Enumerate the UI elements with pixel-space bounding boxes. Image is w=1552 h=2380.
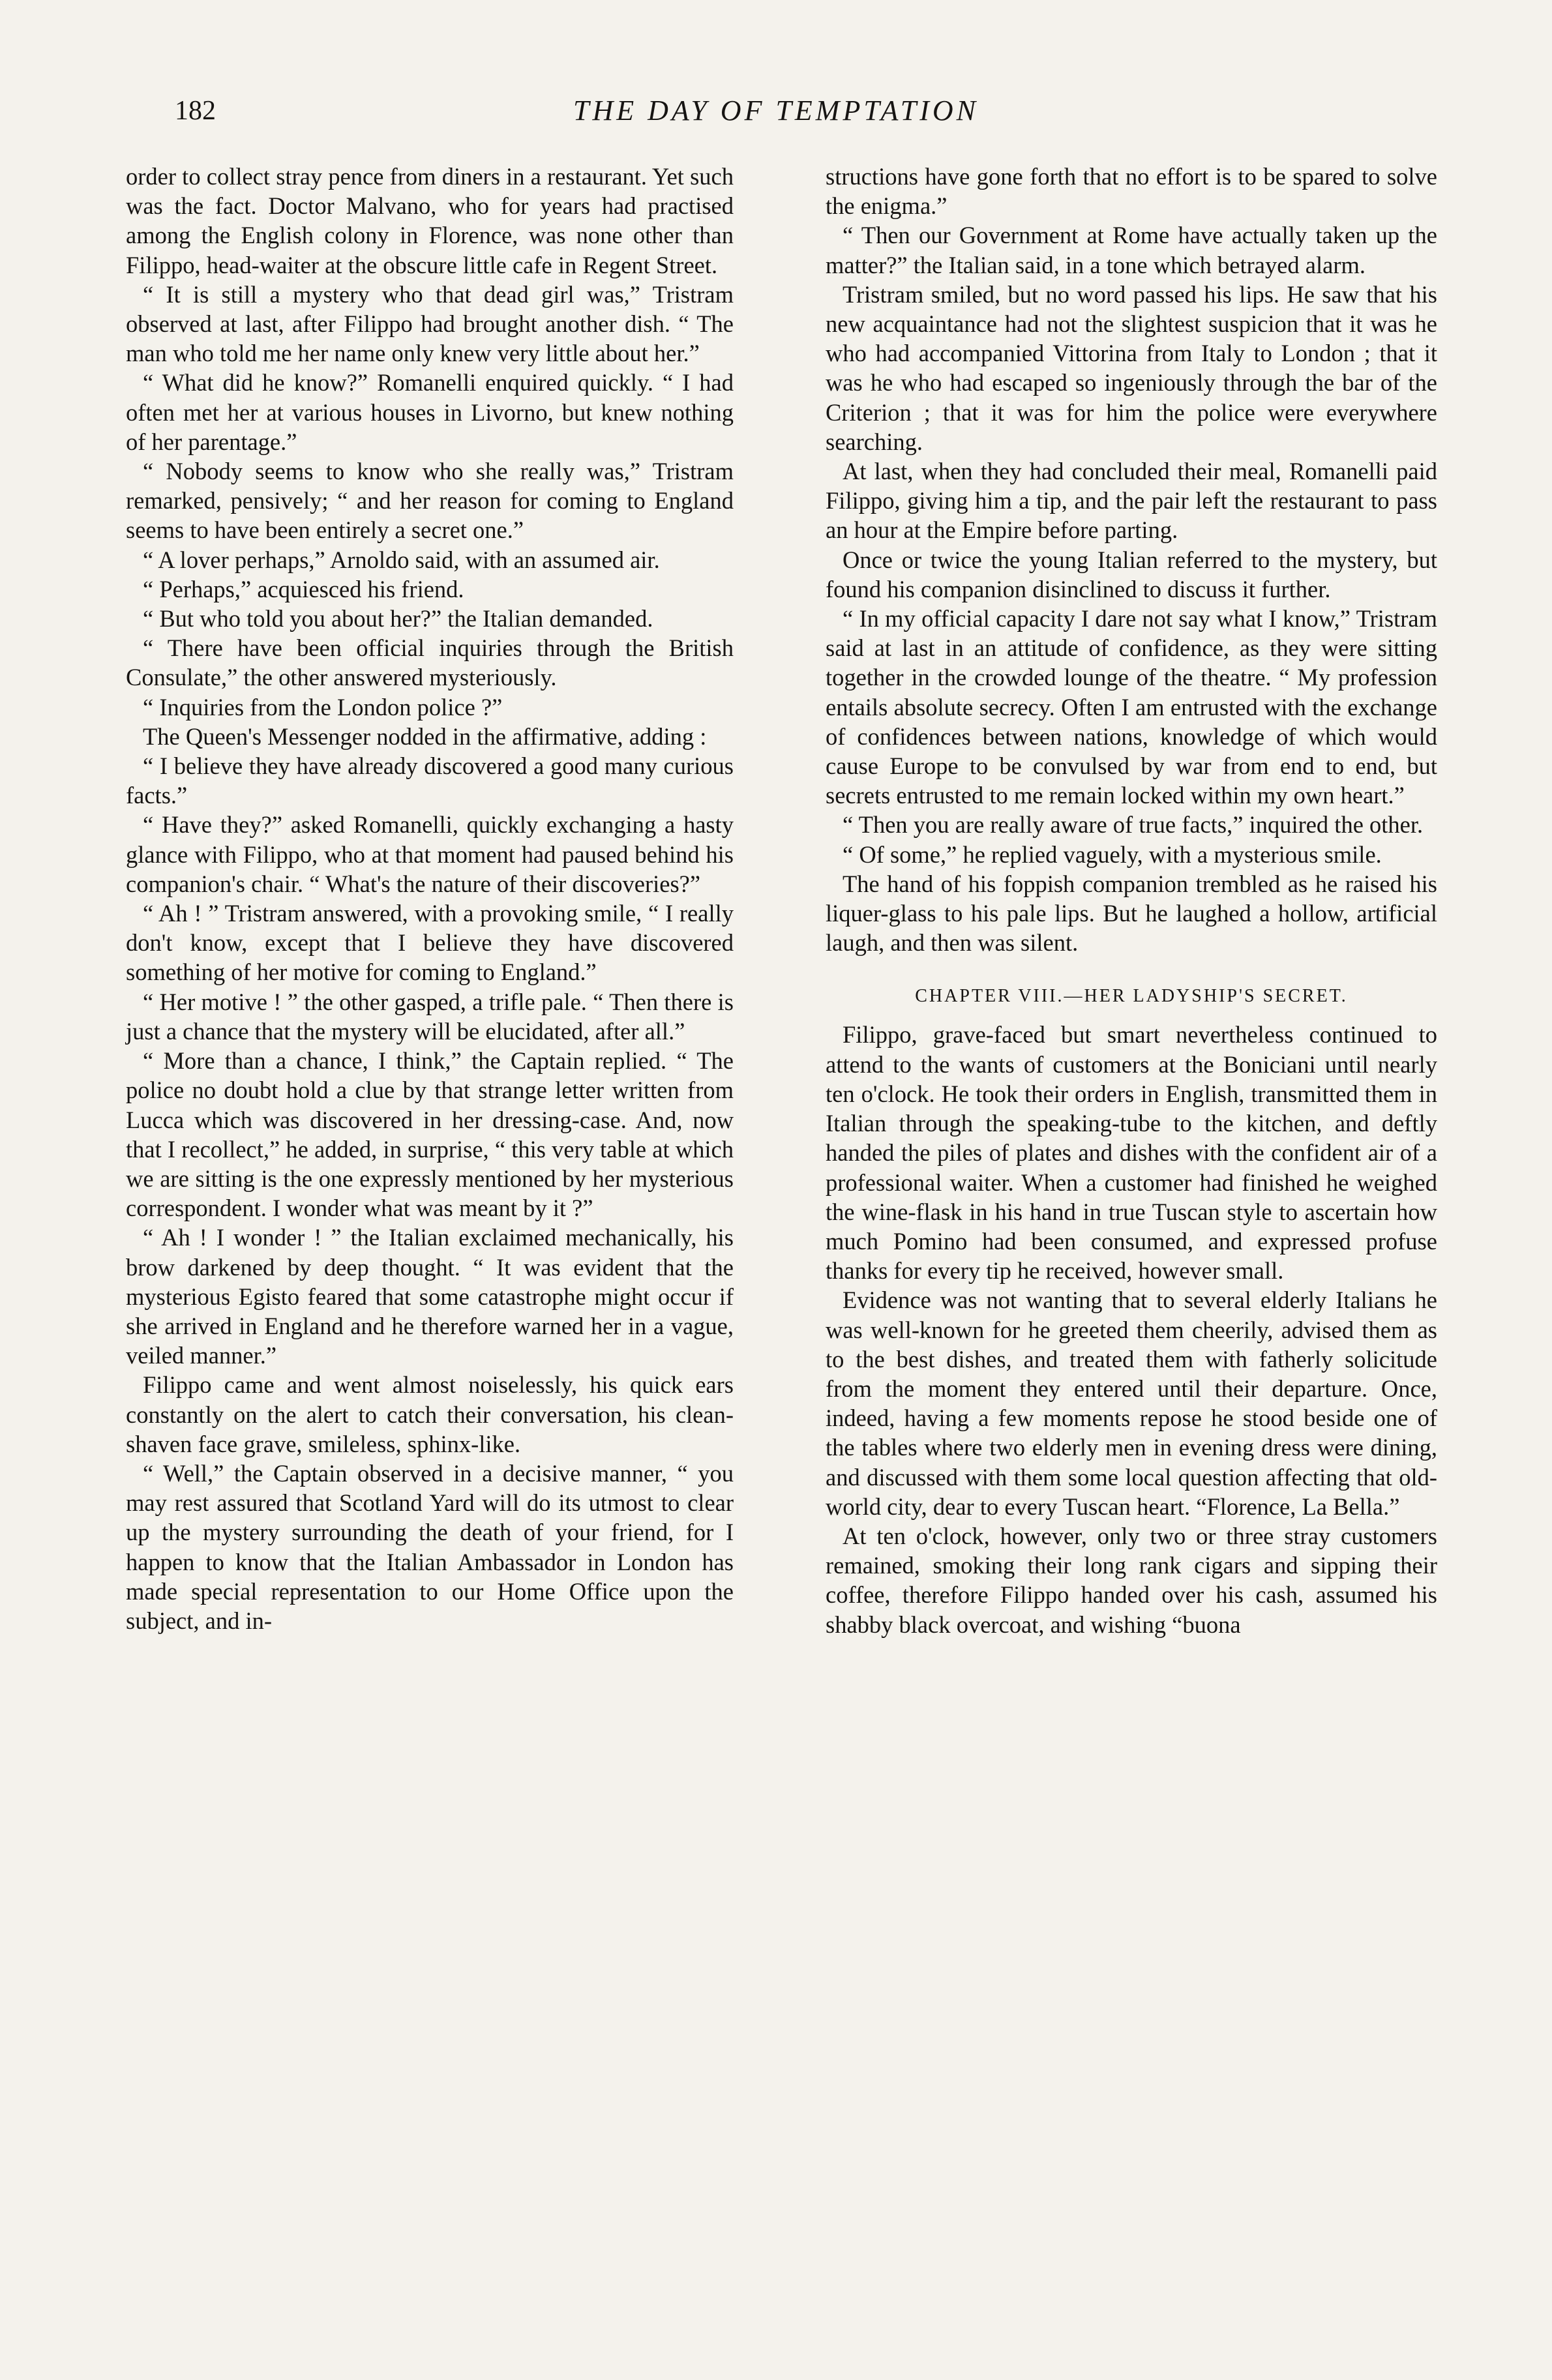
paragraph: “ It is still a mystery who that dead girl was,” Tristram observed at last, after Filippo had brought another dish. “ The man who told me her name only knew very little about her.” — [126, 280, 734, 367]
paragraph: “ Her motive ! ” the other gasped, a trifle pale. “ Then there is just a chance that the mystery will be elucidated, after all.” — [126, 988, 734, 1045]
paragraph: Tristram smiled, but no word passed his lips. He saw that his new acquaintance had not the slightest suspicion that it was he who had accompanied Vittorina from Italy to London ; that it was he who had escaped so ingeniously through the bar of the Criterion ; that it was for him the police were everywhere searching. — [826, 280, 1437, 455]
paragraph: “ Nobody seems to know who she really was,” Tristram remarked, pensively; “ and her reason for coming to England seems to have been entirely a secret one.” — [126, 458, 734, 544]
paragraph: “ Perhaps,” acquiesced his friend. — [143, 575, 464, 602]
right-column — [826, 162, 1437, 1639]
running-title: THE DAY OF TEMPTATION — [573, 95, 979, 126]
paragraph: “ Well,” the Captain observed in a decisive manner, “ you may rest assured that Scotland Yard will do its utmost to clear up the mystery surrounding the death of your friend, for I happen to know that the Italian Ambassador in London has made special representation to our Home Office upon the subject, and in- — [126, 1459, 734, 1634]
paragraph: The Queen's Messenger nodded in the affirmative, adding : — [143, 722, 707, 750]
paragraph: “ But who told you about her?” the Italian demanded. — [143, 605, 653, 632]
paragraph: “ Ah ! I wonder ! ” the Italian exclaimed mechanically, his brow darkened by deep thought. “ It was evident that the mysterious Egisto feared that some catastrophe might occur if she arrived in England and he therefore warned her in a vague, veiled manner.” — [126, 1224, 734, 1369]
paragraph: Filippo, grave-faced but smart nevertheless continued to attend to the wants of customers at the Boniciani until nearly ten o'clock. He took their orders in English, transmitted them in Italian through the speaking-tube to the kitchen, and deftly handed the piles of plates and dishes with the confident air of a professional waiter. When a customer had finished he weighed the wine-flask in his hand in true Tuscan style to ascertain how much Pomino had been consumed, and expressed profuse thanks for every tip he received, however small. — [826, 1021, 1437, 1285]
paragraph: “ Then our Government at Rome have actually taken up the matter?” the Italian said, in a tone which betrayed alarm. — [826, 222, 1437, 278]
paragraph: “ Of some,” he replied vaguely, with a mysterious smile. — [843, 840, 1382, 868]
paragraph: “ What did he know?” Romanelli enquired quickly. “ I had often met her at various houses in Livorno, but knew nothing of her parentage.” — [126, 369, 734, 455]
page-number: 182 — [175, 96, 216, 126]
paragraph: The hand of his foppish companion trembled as he raised his liquer-glass to his pale lips. But he laughed a hollow, artificial laugh, and then was silent. — [826, 870, 1437, 957]
paragraph: order to collect stray pence from diners in a restaurant. Yet such was the fact. Doctor Malvano, who for years had practised among the English colony in Florence, was none other than Filippo, head-waiter at the obscure little cafe in Regent Street. — [126, 163, 734, 278]
paragraph: structions have gone forth that no effort is to be spared to solve the enigma.” — [826, 163, 1437, 220]
paragraph: Once or twice the young Italian referred to the mystery, but found his companion disinclined to discuss it further. — [826, 546, 1437, 602]
paragraph: “ Ah ! ” Tristram answered, with a provoking smile, “ I really don't know, except that I believe they have discovered something of her motive for coming to England.” — [126, 900, 734, 986]
paragraph: Evidence was not wanting that to several elderly Italians he was well-known for he greeted them cheerily, advised them as to the best dishes, and treated them with fatherly solicitude from the moment they entered until their departure. Once, indeed, having a few moments repose he stood beside one of the tables where two elderly men in evening dress were dining, and discussed with them some local question affecting that old-world city, dear to every Tuscan heart. “Florence, La Bella.” — [826, 1287, 1437, 1520]
left-column — [126, 162, 734, 1635]
paragraph: At ten o'clock, however, only two or three stray customers remained, smoking their long rank cigars and sipping their coffee, therefore Filippo handed over his cash, assumed his shabby black overcoat, and wishing “buona — [826, 1522, 1437, 1638]
paragraph: “ There have been official inquiries through the British Consulate,” the other answered mysteriously. — [126, 634, 734, 691]
paragraph: “ Then you are really aware of true facts,” inquired the other. — [843, 811, 1424, 839]
paragraph: “ Have they?” asked Romanelli, quickly exchanging a hasty glance with Filippo, who at that moment had paused behind his companion's chair. “ What's the nature of their discoveries?” — [126, 811, 734, 897]
paragraph: Filippo came and went almost noiselessly, his quick ears constantly on the alert to catch their conversation, his clean-shaven face grave, smileless, sphinx-like. — [126, 1371, 734, 1457]
paragraph: “ I believe they have already discovered a good many curious facts.” — [126, 752, 734, 809]
paragraph: “ In my official capacity I dare not say what I know,” Tristram said at last in an attitude of confidence, as they were sitting together in the crowded lounge of the theatre. “ My profession entails absolute secrecy. Often I am entrusted with the exchange of confidences between nations, knowledge of which would cause Europe to be convulsed by war from end to end, but secrets entrusted to me remain locked within my own heart.” — [826, 605, 1437, 809]
paragraph: “ Inquiries from the London police ?” — [143, 693, 503, 721]
paragraph: “ A lover perhaps,” Arnoldo said, with an assumed air. — [143, 546, 660, 573]
paragraph: “ More than a chance, I think,” the Captain replied. “ The police no doubt hold a clue by that strange letter written from Lucca which was discovered in her dressing-case. And, now that I recollect,” he added, in surprise, “ this very table at which we are sitting is the one expressly mentioned by her mysterious correspondent. I wonder what was meant by it ?” — [126, 1047, 734, 1222]
chapter-heading: CHAPTER VIII.—HER LADYSHIP'S SECRET. — [915, 986, 1348, 1007]
paragraph: At last, when they had concluded their meal, Romanelli paid Filippo, giving him a tip, and the pair left the restaurant to pass an hour at the Empire before parting. — [826, 458, 1437, 544]
